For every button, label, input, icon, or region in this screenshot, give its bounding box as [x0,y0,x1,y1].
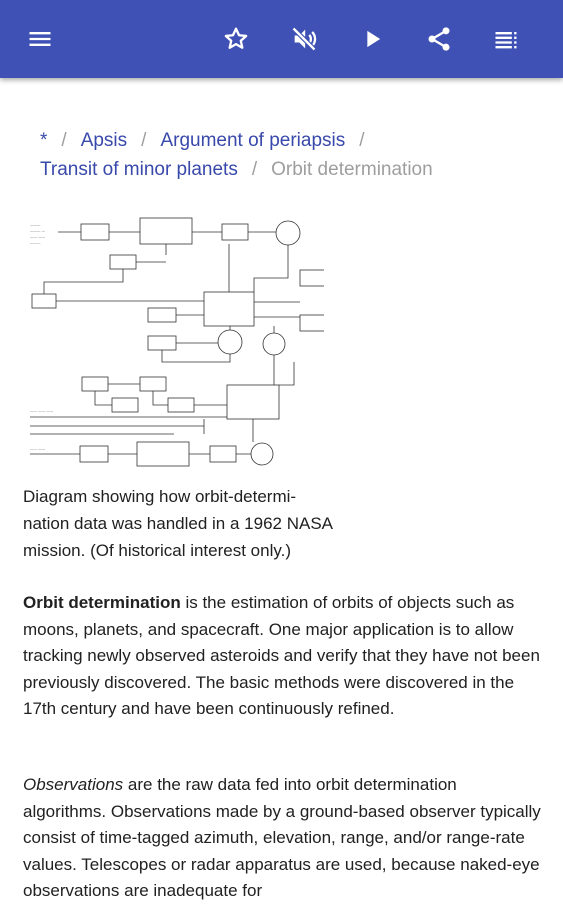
svg-text:———: ——— [30,223,41,227]
article-term-bold: Orbit determination [23,593,181,612]
play-icon [358,25,386,53]
play-button[interactable] [352,19,392,59]
app-toolbar [0,0,563,78]
svg-text:—— ——: —— —— [30,447,46,451]
mute-button[interactable] [284,19,324,59]
breadcrumb-separator: / [251,159,258,180]
article-paragraph-intro [23,590,543,723]
svg-text:—— ——: —— —— [30,235,46,239]
breadcrumb-item-apsis[interactable]: Apsis [80,130,128,151]
article-paragraph-observations [23,772,543,905]
contents-button[interactable] [486,19,526,59]
breadcrumb-separator: / [359,130,365,151]
star-icon [222,25,250,53]
article-term-italic: Observations [23,775,124,794]
breadcrumb-item-home[interactable]: * [40,130,48,151]
favorite-button[interactable] [216,19,256,59]
table-of-contents-icon [492,25,520,53]
breadcrumb-current-page: Orbit determination [271,159,433,180]
menu-icon [26,25,54,53]
volume-off-icon [290,25,318,53]
svg-text:———: ——— [30,241,41,245]
breadcrumb-separator: / [61,130,67,151]
orbit-determination-flow-diagram [24,212,324,474]
share-icon [425,25,453,53]
article-text: is the estimation of orbits of objects such as moons, planets, and spacecraft. One major application is to allow tracking newly observed asteroids and verify that they have not been previously discovered. The basic methods were discovered in the 17th century and have been continuously refined. [23,593,540,719]
breadcrumb-item-argument-of-periapsis[interactable]: Argument of periapsis [160,130,346,151]
svg-text:—— —— ——: —— —— —— [30,409,54,413]
orbit-diagram-figure[interactable] [24,212,324,474]
figure-caption: Diagram showing how orbit-determi-nation data was handled in a 1962 NASA mission. (Of historical interest only.) [23,487,333,560]
share-button[interactable] [419,19,459,59]
article-text: are the raw data fed into orbit determination algorithms. Observations made by a ground-based observer typically consist of time-tagged azimuth, elevation, range, and/or range-rate values. Telescopes or radar apparatus are used, because naked-eye observations are inadequate for [23,775,541,901]
breadcrumb-separator: / [141,130,147,151]
breadcrumb-item-transit-of-minor-planets[interactable]: Transit of minor planets [40,159,238,180]
menu-button[interactable] [20,19,60,59]
svg-text:——— —: ——— — [30,229,46,233]
breadcrumb [40,126,540,184]
